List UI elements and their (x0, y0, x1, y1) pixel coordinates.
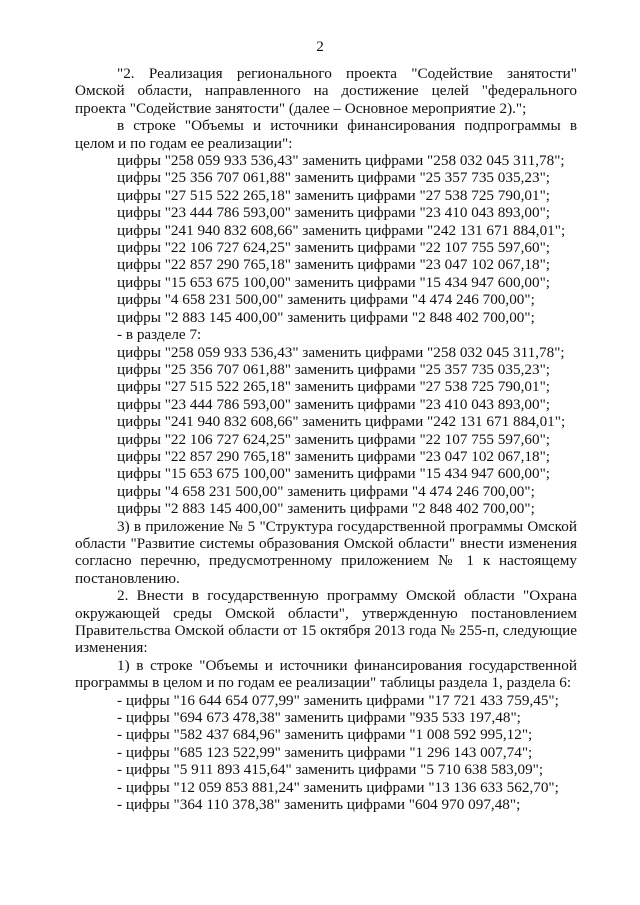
paragraph-financing-row: в строке "Объемы и источники финансирования подпрограммы в целом и по годам ее реализации": (75, 117, 577, 152)
list-item: цифры "25 356 707 061,88" заменить цифрами "25 357 735 035,23"; (117, 169, 550, 187)
list-item: - цифры "12 059 853 881,24" заменить цифрами "13 136 633 562,70"; (117, 778, 559, 796)
page-number: 2 (316, 38, 324, 55)
list-item: цифры "22 106 727 624,25" заменить цифрами "22 107 755 597,60"; (117, 430, 550, 448)
list-item: цифры "22 106 727 624,25" заменить цифрами "22 107 755 597,60"; (117, 239, 550, 257)
paragraph-financing-table: 1) в строке "Объемы и источники финансирования государственной программы в целом и по годам ее реализации" таблицы раздела 1, раздела 6: (75, 656, 577, 692)
list-item: цифры "23 444 786 593,00" заменить цифрами "23 410 043 893,00"; (117, 395, 550, 413)
list-item: цифры "15 653 675 100,00" заменить цифрами "15 434 947 600,00"; (117, 465, 550, 483)
replacement-list-section-7 (75, 344, 577, 518)
paragraph-appendix-5: 3) в приложение № 5 "Структура государственной программы Омской области "Развитие системы образования Омской области" внести изменения согласно перечню, предусмотренному приложением № 1 к настоящему постановлению. (75, 517, 577, 587)
list-item: цифры "241 940 832 608,66" заменить цифрами "242 131 671 884,01"; (117, 413, 566, 431)
list-item: - цифры "364 110 378,38" заменить цифрами "604 970 097,48"; (117, 796, 521, 814)
list-item: цифры "258 059 933 536,43" заменить цифрами "258 032 045 311,78"; (117, 343, 565, 361)
list-item: - цифры "694 673 478,38" заменить цифрами "935 533 197,48"; (117, 709, 521, 727)
paragraph-main-measure-2: "2. Реализация регионального проекта "Содействие занятости" Омской области, направленного на достижение целей "федерального проекта "Содействие занятости" (далее – Основное мероприятие 2)."; (75, 65, 577, 117)
list-item: цифры "23 444 786 593,00" заменить цифрами "23 410 043 893,00"; (117, 204, 550, 222)
document-body (75, 65, 577, 813)
section-7-heading: - в разделе 7: (117, 326, 202, 344)
list-item: цифры "258 059 933 536,43" заменить цифрами "258 032 045 311,78"; (117, 152, 565, 170)
list-item: цифры "22 857 290 765,18" заменить цифрами "23 047 102 067,18"; (117, 447, 550, 465)
list-item: цифры "25 356 707 061,88" заменить цифрами "25 357 735 035,23"; (117, 360, 550, 378)
list-item: цифры "4 658 231 500,00" заменить цифрами "4 474 246 700,00"; (117, 291, 535, 309)
list-item: цифры "27 515 522 265,18" заменить цифрами "27 538 725 790,01"; (117, 378, 550, 396)
list-item: цифры "2 883 145 400,00" заменить цифрами "2 848 402 700,00"; (117, 308, 535, 326)
list-item: цифры "27 515 522 265,18" заменить цифрами "27 538 725 790,01"; (117, 186, 550, 204)
list-item: - цифры "5 911 893 415,64" заменить цифрами "5 710 638 583,09"; (117, 761, 544, 779)
list-item: - цифры "582 437 684,96" заменить цифрами "1 008 592 995,12"; (117, 726, 533, 744)
list-item: - цифры "16 644 654 077,99" заменить цифрами "17 721 433 759,45"; (117, 691, 559, 709)
list-item: цифры "22 857 290 765,18" заменить цифрами "23 047 102 067,18"; (117, 256, 550, 274)
list-item: цифры "15 653 675 100,00" заменить цифрами "15 434 947 600,00"; (117, 273, 550, 291)
replacement-list-environment (75, 692, 577, 814)
replacement-list-financing (75, 152, 577, 326)
list-item: цифры "2 883 145 400,00" заменить цифрами "2 848 402 700,00"; (117, 500, 535, 518)
list-item: цифры "4 658 231 500,00" заменить цифрами "4 474 246 700,00"; (117, 482, 535, 500)
list-item: цифры "241 940 832 608,66" заменить цифрами "242 131 671 884,01"; (117, 221, 566, 239)
paragraph-environment-program: 2. Внести в государственную программу Омской области "Охрана окружающей среды Омской области", утвержденную постановлением Правительства Омской области от 15 октября 2013 года № 255-п, следующие изменения: (75, 587, 577, 657)
list-item: - цифры "685 123 522,99" заменить цифрами "1 296 143 007,74"; (117, 743, 533, 761)
